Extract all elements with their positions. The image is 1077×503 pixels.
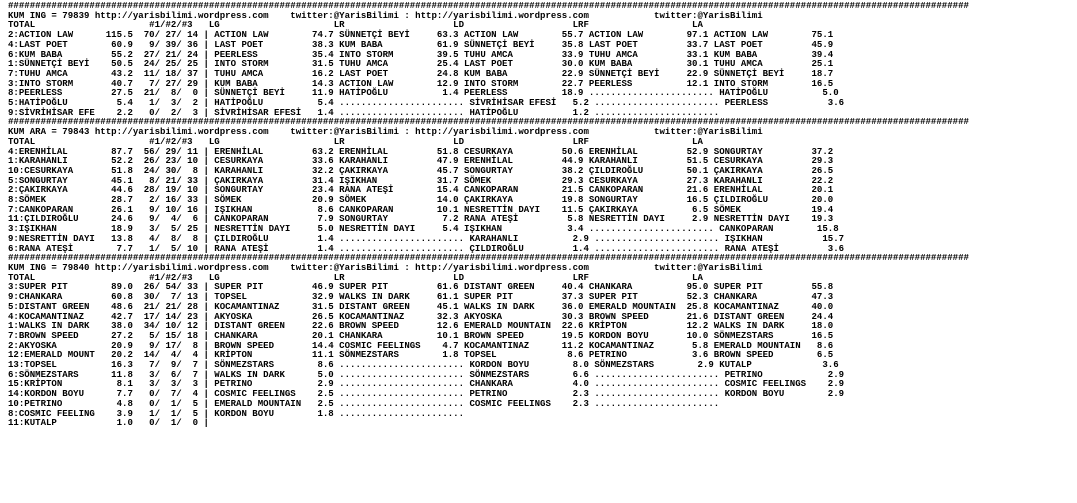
horse-row: 7:BROWN SPEED 27.2 5/ 15/ 18 | CHANKARA 20.1 CHANKARA 10.1 BROWN SPEED 19.5 KORDON BOYU 10.0 SÖNMEZSTARS 16.5 bbox=[8, 329, 834, 341]
separator-line: ################################################################################################################################################################################# bbox=[8, 0, 969, 11]
horse-row: 6:KUM BABA 55.2 27/ 21/ 24 | PEERLESS 35.4 INTO STORM 39.5 TUHU AMCA 33.9 TUHU AMCA 33.1 KUM BABA 39.4 bbox=[8, 48, 834, 60]
horse-row: 10:PETRINO 4.8 0/ 1/ 5 | EMERALD MOUNTAIN 2.5 ....................... COSMIC FEELINGS 2.3 ....................... bbox=[8, 397, 720, 409]
horse-row: 1:KARAHANLI 52.2 26/ 23/ 10 | CESURKAYA 33.6 KARAHANLI 47.9 ERENHİLAL 44.9 KARAHANLI 51.5 CESURKAYA 29.3 bbox=[8, 155, 834, 167]
horse-row: 7:TUHU AMCA 43.2 11/ 18/ 37 | TUHU AMCA 16.2 LAST POET 24.8 KUM BABA 22.9 SÜNNETÇİ BEYİ 22.9 SÜNNETÇİ BEYİ 18.7 bbox=[8, 67, 834, 79]
race-header-line: KUM ING = 79839 http://yarisbilimi.wordpress.com twitter:@YarisBilimi : http://yarisbilimi.wordpress.com twitter:@YarisBilimi bbox=[8, 9, 763, 21]
horse-row: 9:NESRETTİN DAYI 13.8 4/ 8/ 8 | ÇILDIROĞLU 1.4 ....................... KARAHANLI 2.9 ....................... IŞIKHAN 15.7 bbox=[8, 232, 845, 244]
horse-row: 6:SÖNMEZSTARS 11.8 3/ 6/ 7 | WALKS IN DARK 5.0 ....................... SÖNMEZSTARS 6.6 ....................... PETRINO 2.9 bbox=[8, 368, 845, 380]
horse-row: 6:RANA ATEŞİ 7.7 1/ 5/ 10 | RANA ATEŞİ 1.4 ....................... ÇILDIROĞLU 1.4 ....................... RANA ATEŞİ 3.6 bbox=[8, 242, 845, 254]
race-header-line: KUM ING = 79840 http://yarisbilimi.wordpress.com twitter:@YarisBilimi : http://yarisbilimi.wordpress.com twitter:@YarisBilimi bbox=[8, 261, 763, 273]
horse-row: 4:KOCAMANTINAZ 42.7 17/ 14/ 23 | AKYOSKA 26.5 KOCAMANTINAZ 32.3 AKYOSKA 30.3 BROWN SPEED 21.6 DISTANT GREEN 24.4 bbox=[8, 310, 834, 322]
separator-line: ################################################################################################################################################################################# bbox=[8, 252, 969, 264]
horse-row: 1:WALKS IN DARK 38.0 34/ 10/ 12 | DISTANT GREEN 22.6 BROWN SPEED 12.6 EMERALD MOUNTAIN 22.6 KRİPTON 12.2 WALKS IN DARK 18.0 bbox=[8, 320, 834, 332]
horse-row: 4:ERENHİLAL 87.7 56/ 29/ 11 | ERENHİLAL 63.2 ERENHİLAL 51.8 CESURKAYA 50.6 ERENHİLAL 52.9 SONGURTAY 37.2 bbox=[8, 145, 834, 157]
horse-row: 8:SÖMEK 28.7 2/ 16/ 33 | SÖMEK 20.9 SÖMEK 14.0 ÇAKIRKAYA 19.8 SONGURTAY 16.5 ÇILDIROĞLU 20.0 bbox=[8, 194, 834, 206]
horse-row: 8:PEERLESS 27.5 21/ 8/ 0 | SÜNNETÇİ BEYİ 11.9 HATİPOĞLU 1.4 PEERLESS 18.9 ....................... HATİPOĞLU 5.0 bbox=[8, 87, 839, 99]
column-header-line: TOTAL #1/#2/#3 LG LR LD LRF LA bbox=[8, 135, 703, 147]
horse-row: 10:CESURKAYA 51.8 24/ 30/ 8 | KARAHANLI 32.2 ÇAKIRKAYA 45.7 SONGURTAY 38.2 ÇILDIROĞLU 50.1 ÇAKIRKAYA 26.5 bbox=[8, 164, 834, 176]
horse-row: 8:COSMIC FEELING 3.9 1/ 1/ 5 | KORDON BOYU 1.8 ....................... bbox=[8, 407, 465, 419]
horse-row: 13:TOPSEL 16.3 7/ 9/ 7 | SÖNMEZSTARS 8.6 ....................... KORDON BOYU 8.0 SÖNMEZSTARS 2.9 KUTALP 3.6 bbox=[8, 359, 839, 371]
horse-row: 9:SİVRİHİSAR EFE 2.2 0/ 2/ 3 | SİVRİHİSAR EFESİ 1.4 ....................... HATİPOĞLU 1.2 ....................... bbox=[8, 106, 720, 118]
horse-row: 3:INTO STORM 40.7 7/ 27/ 29 | KUM BABA 14.3 ACTION LAW 12.9 INTO STORM 22.7 PEERLESS 12.1 INTO STORM 16.5 bbox=[8, 77, 834, 89]
column-header-line: TOTAL #1/#2/#3 LG LR LD LRF LA bbox=[8, 271, 703, 283]
horse-row: 5:DISTANT GREEN 48.6 21/ 21/ 28 | KOCAMANTINAZ 31.5 DISTANT GREEN 45.1 WALKS IN DARK 36.0 EMERALD MOUNTAIN 25.8 KOCAMANTINAZ 40.0 bbox=[8, 300, 834, 312]
horse-row: 9:CHANKARA 60.8 30/ 7/ 13 | TOPSEL 32.9 WALKS IN DARK 61.1 SUPER PIT 37.3 SUPER PIT 52.3 CHANKARA 47.3 bbox=[8, 291, 834, 303]
horse-row: 1:SÜNNETÇİ BEYİ 50.5 24/ 25/ 25 | INTO STORM 31.5 TUHU AMCA 25.4 LAST POET 30.0 KUM BABA 30.1 TUHU AMCA 25.1 bbox=[8, 58, 834, 70]
horse-row: 2:ÇAKIRKAYA 44.6 28/ 19/ 10 | SONGURTAY 23.4 RANA ATEŞİ 15.4 CANKOPARAN 21.5 CANKOPARAN 21.6 ERENHİLAL 20.1 bbox=[8, 184, 834, 196]
horse-row: 3:SUPER PIT 89.0 26/ 54/ 33 | SUPER PIT 46.9 SUPER PIT 61.6 DISTANT GREEN 40.4 CHANKARA 95.0 SUPER PIT 55.8 bbox=[8, 281, 834, 293]
horse-row: 11:KUTALP 1.0 0/ 1/ 0 | bbox=[8, 417, 209, 429]
horse-row: 4:LAST POET 60.9 9/ 39/ 36 | LAST POET 38.3 KUM BABA 61.9 SÜNNETÇİ BEYİ 35.8 LAST POET 33.7 LAST POET 45.9 bbox=[8, 38, 834, 50]
separator-line: ################################################################################################################################################################################# bbox=[8, 116, 969, 128]
horse-row: 5:HATİPOĞLU 5.4 1/ 3/ 2 | HATİPOĞLU 5.4 ....................... SİVRİHİSAR EFESİ 5.2 ....................... PEERLESS 3.6 bbox=[8, 97, 845, 109]
horse-row: 2:ACTION LAW 115.5 70/ 27/ 14 | ACTION LAW 74.7 SÜNNETÇİ BEYİ 63.3 ACTION LAW 55.7 ACTION LAW 97.1 ACTION LAW 75.1 bbox=[8, 29, 834, 41]
horse-row: 14:KORDON BOYU 7.7 0/ 7/ 4 | COSMIC FEELINGS 2.5 ....................... PETRINO 2.3 ....................... KORDON BOYU 2.9 bbox=[8, 388, 845, 400]
horse-row: 2:AKYOSKA 20.9 9/ 17/ 8 | BROWN SPEED 14.4 COSMIC FEELINGS 4.7 KOCAMANTINAZ 11.2 KOCAMANTINAZ 5.8 EMERALD MOUNTAIN 8.6 bbox=[8, 339, 834, 351]
horse-row: 15:KRİPTON 8.1 3/ 3/ 3 | PETRINO 2.9 ....................... CHANKARA 4.0 ....................... COSMIC FEELINGS 2.9 bbox=[8, 378, 845, 390]
horse-row: 7:CANKOPARAN 26.1 9/ 10/ 16 | IŞIKHAN 8.6 CANKOPARAN 10.1 NESRETTİN DAYI 11.5 ÇAKIRKAYA 6.5 SÖMEK 19.4 bbox=[8, 203, 834, 215]
race-header-line: KUM ARA = 79843 http://yarisbilimi.wordpress.com twitter:@YarisBilimi : http://yarisbilimi.wordpress.com twitter:@YarisBilimi bbox=[8, 126, 763, 138]
horse-row: 12:EMERALD MOUNT 20.2 14/ 4/ 4 | KRİPTON 11.1 SÖNMEZSTARS 1.8 TOPSEL 8.6 PETRINO 3.6 BROWN SPEED 6.5 bbox=[8, 349, 834, 361]
horse-row: 11:ÇILDIROĞLU 24.6 9/ 4/ 6 | CANKOPARAN 7.9 SONGURTAY 7.2 RANA ATEŞİ 5.8 NESRETTİN DAYI 2.9 NESRETTİN DAYI 19.3 bbox=[8, 213, 834, 225]
horse-row: 3:IŞIKHAN 18.9 3/ 5/ 25 | NESRETTİN DAYI 5.0 NESRETTİN DAYI 5.4 IŞIKHAN 3.4 ....................... CANKOPARAN 15.8 bbox=[8, 223, 839, 235]
horse-row: 5:SONGURTAY 45.1 8/ 21/ 33 | ÇAKIRKAYA 31.4 IŞIKHAN 31.7 SÖMEK 29.3 CESURKAYA 27.3 KARAHANLI 22.2 bbox=[8, 174, 834, 186]
column-header-line: TOTAL #1/#2/#3 LG LR LD LRF LA bbox=[8, 19, 703, 31]
